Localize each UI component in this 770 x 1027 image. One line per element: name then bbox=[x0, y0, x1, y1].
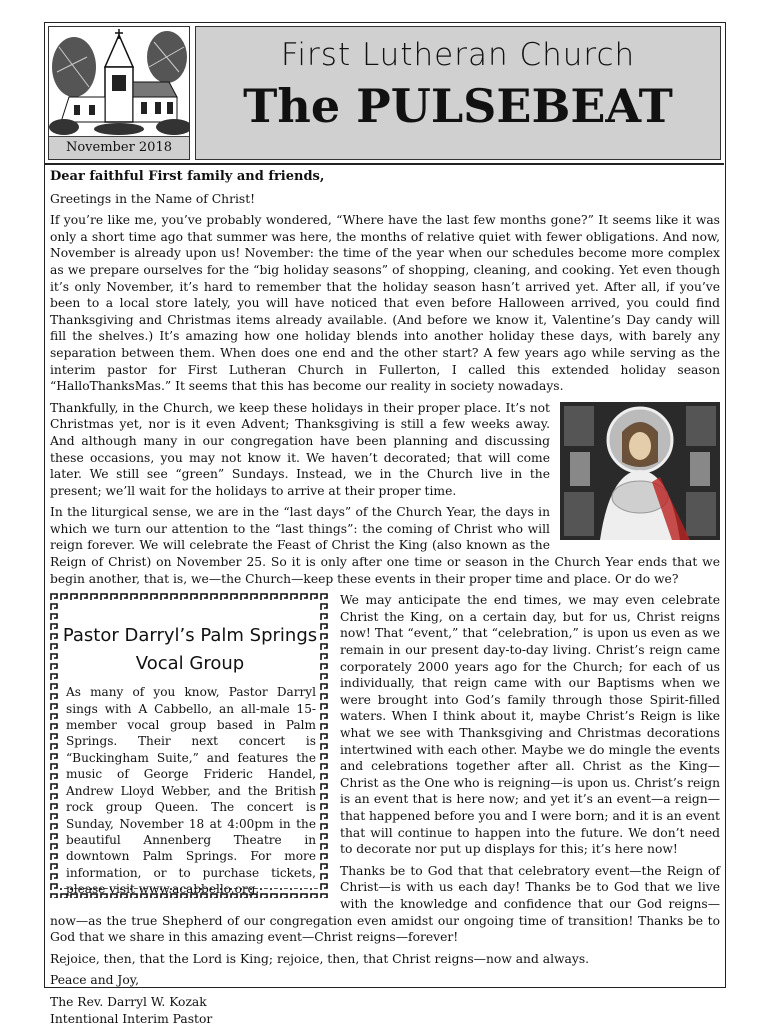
newsletter-page bbox=[44, 22, 726, 988]
title-box bbox=[195, 26, 721, 160]
newsletter-title: The PULSEBEAT bbox=[196, 79, 720, 133]
good-shepherd-stained-glass-image bbox=[560, 402, 720, 540]
letter-paragraph-5: Thanks be to God that that celebratory event—the Reign of Christ—is with us each day! Thanks be to God that we live with the knowledge and confidence that our God reigns—now—as the true Shepherd of our congregation even amidst our ongoing time of transition! Thanks be to God that we share in this amazing event—Christ reigns—forever! bbox=[50, 863, 720, 946]
letter-paragraph-2: Thankfully, in the Church, we keep these holidays in their proper place. It’s not Christmas yet, nor is it even Advent; Thanksgiving is still a few weeks away. And although many in our congregation have been planning and discussing these occasions, you may not know it. We haven’t decorated; that will come later. We still see “green” Sundays. Instead, we in the Church live in the present; we’ll wait for the holidays to arrive at their proper time. bbox=[50, 400, 720, 500]
church-name: First Lutheran Church bbox=[196, 37, 720, 73]
church-illustration bbox=[48, 26, 190, 160]
sidebar-title-line-2: Vocal Group bbox=[50, 650, 330, 678]
issue-date: November 2018 bbox=[49, 136, 189, 159]
letter-paragraph-3: In the liturgical sense, we are in the “last days” of the Church Year, the days in which we turn our attention to the “last things”: the coming of Christ who will reign forever. We will celebrate the Feast of Christ the King (also known as the Reign of Christ) on November 25. So it is only after one time or season in the Church Year ends that we begin another, that is, we—the Church—keep these events in their proper time and place. Or do we? bbox=[50, 504, 720, 587]
vocal-group-sidebar bbox=[50, 592, 330, 898]
signer-name: The Rev. Darryl W. Kozak bbox=[50, 994, 720, 1011]
closing: Peace and Joy, bbox=[50, 972, 720, 989]
salutation: Dear faithful First family and friends, bbox=[50, 169, 720, 186]
church-building-icon bbox=[49, 27, 189, 137]
sidebar-body: As many of you know, Pastor Darryl sings with A Cabbello, an all-male 15-member vocal group based in Palm Springs. Their next concert is “Buckingham Suite,” and features the music of George Frideric Handel, Andrew Lloyd Webber, and the British rock group Queen. The concert is Sunday, November 18 at 4:00pm in the beautiful Annenberg Theatre in downtown Palm Springs. For more information, or to purchase tickets, please visit www.acabbello.org. bbox=[66, 684, 316, 897]
letter-paragraph-6: Rejoice, then, that the Lord is King; rejoice, then, that Christ reigns—now and always. bbox=[50, 951, 720, 968]
masthead bbox=[45, 23, 724, 165]
pastor-letter bbox=[50, 169, 720, 1027]
sidebar-title-line-1: Pastor Darryl’s Palm Springs bbox=[50, 622, 330, 650]
greeting: Greetings in the Name of Christ! bbox=[50, 191, 720, 208]
letter-paragraph-1: If you’re like me, you’ve probably wondered, “Where have the last few months gone?” It seems like it was only a short time ago that summer was here, the months of relative quiet with fewer obligations. And now, November is already upon us! November: the time of the year when our schedules become more complex as we prepare ourselves for the “big holiday seasons” of shopping, cleaning, and cooking. Yet even though it’s only November, it’s hard to remember that the holiday season hasn’t arrived yet. After all, if you’ve been to a local store lately, you will have noticed that even before Halloween arrived, you could find Thanksgiving and Christmas items already available. (And before we know it, Valentine’s Day candy will fill the shelves.) It’s amazing how one holiday blends into another holiday these days, with barely any separation between them. When does one end and the other start? A few years ago while serving as the interim pastor for First Lutheran Church in Fullerton, I called this extended holiday season “HalloThanksMas.” It seems that this has become our reality in society nowadays. bbox=[50, 212, 720, 395]
letter-paragraph-4: We may anticipate the end times, we may even celebrate Christ the King, on a certain day, but for us, Christ reigns now! That “event,” that “celebration,” is upon us even as we remain in our present day-to-day living. Christ’s reign came corporately 2000 years ago for the Church; for each of us individually, that reign came with our Baptisms when we were brought into God’s family through those Spirit-filled waters. When I think about it, maybe Christ’s Reign is like what we see with Thanksgiving and Christmas decorations intertwined with each other. Maybe we do mingle the events and celebrations together after all. Christ as the King—Christ as the One who is reigning—is upon us. Christ’s reign is an event that is here now; and yet it’s an event—a reign—that happened before you and I were born; and it is an event that will continue to happen into the future. We don’t need to decorate nor put up displays for this; it’s here now! bbox=[50, 592, 720, 858]
signer-title: Intentional Interim Pastor bbox=[50, 1011, 720, 1027]
